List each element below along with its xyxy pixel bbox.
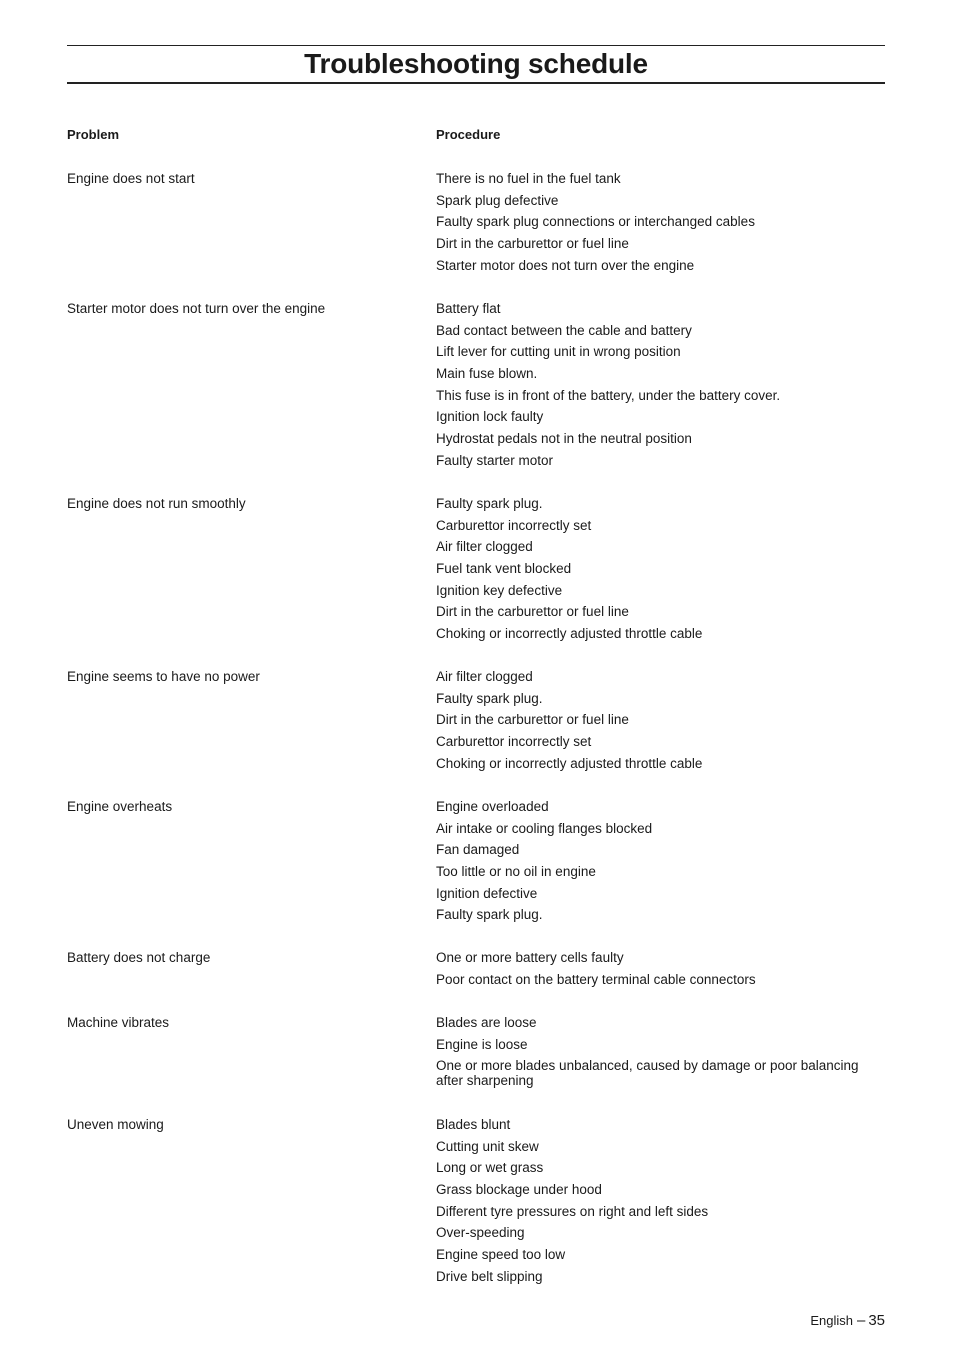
problem-text: Engine seems to have no power bbox=[67, 669, 260, 684]
footer-language: English bbox=[810, 1313, 853, 1328]
procedure-item: Ignition lock faulty bbox=[436, 409, 544, 425]
procedure-item: Carburettor incorrectly set bbox=[436, 734, 592, 750]
procedure-item: There is no fuel in the fuel tank bbox=[436, 171, 621, 186]
procedure-item: One or more blades unbalanced, caused by damage or poor balancing after sharpening bbox=[436, 1058, 859, 1089]
procedure-item: Fan damaged bbox=[436, 842, 520, 858]
procedure-item: Blades blunt bbox=[436, 1117, 511, 1132]
procedure-item: Faulty spark plug. bbox=[436, 690, 543, 706]
procedure-item: Air filter clogged bbox=[436, 539, 533, 555]
procedure-item: Cutting unit skew bbox=[436, 1138, 539, 1154]
problem-text: Machine vibrates bbox=[67, 1015, 170, 1030]
procedure-item: Faulty spark plug connections or interchanged cables bbox=[436, 214, 755, 230]
procedure-item: Choking or incorrectly adjusted throttle cable bbox=[436, 626, 703, 642]
page-title: Troubleshooting schedule bbox=[304, 48, 648, 79]
procedure-item: Ignition key defective bbox=[436, 582, 563, 598]
procedure-item: Different tyre pressures on right and left sides bbox=[436, 1203, 709, 1219]
problem-text: Engine does not start bbox=[67, 171, 195, 186]
procedure-list bbox=[436, 799, 876, 929]
procedure-list bbox=[436, 301, 876, 475]
procedure-item: Air filter clogged bbox=[436, 669, 533, 684]
procedure-item: Faulty spark plug. bbox=[436, 496, 543, 511]
procedure-item: One or more battery cells faulty bbox=[436, 950, 624, 965]
procedure-item: Blades are loose bbox=[436, 1015, 537, 1030]
problem-text: Uneven mowing bbox=[67, 1117, 164, 1132]
procedure-item: Engine is loose bbox=[436, 1036, 528, 1052]
procedure-list bbox=[436, 171, 876, 279]
title-bar bbox=[67, 45, 885, 84]
procedure-item: Over-speeding bbox=[436, 1225, 525, 1241]
procedure-item: Air intake or cooling flanges blocked bbox=[436, 820, 653, 836]
procedure-item: Spark plug defective bbox=[436, 192, 559, 208]
problem-text: Battery does not charge bbox=[67, 950, 211, 965]
procedure-item: Drive belt slipping bbox=[436, 1268, 543, 1284]
procedure-item: Too little or no oil in engine bbox=[436, 864, 596, 880]
procedure-item: Fuel tank vent blocked bbox=[436, 561, 572, 577]
page-number: 35 bbox=[868, 1312, 885, 1329]
problem-text: Starter motor does not turn over the engine bbox=[67, 301, 326, 316]
procedure-item: Carburettor incorrectly set bbox=[436, 517, 592, 533]
procedure-item: Main fuse blown. bbox=[436, 366, 538, 382]
page-footer bbox=[810, 1312, 885, 1330]
problem-text: Engine overheats bbox=[67, 799, 173, 814]
column-header-problem: Problem bbox=[67, 127, 120, 142]
procedure-list bbox=[436, 1117, 876, 1291]
procedure-item: Dirt in the carburettor or fuel line bbox=[436, 604, 629, 620]
column-header-procedure: Procedure bbox=[436, 127, 501, 142]
procedure-item: Long or wet grass bbox=[436, 1160, 544, 1176]
procedure-item: Bad contact between the cable and battery bbox=[436, 322, 692, 338]
procedure-item: Hydrostat pedals not in the neutral position bbox=[436, 431, 692, 447]
procedure-item: Poor contact on the battery terminal cable connectors bbox=[436, 971, 756, 987]
procedure-list bbox=[436, 1015, 876, 1095]
procedure-item: Faulty starter motor bbox=[436, 452, 554, 468]
procedure-item: Engine overloaded bbox=[436, 799, 549, 814]
procedure-item: Dirt in the carburettor or fuel line bbox=[436, 236, 629, 252]
procedure-item: Starter motor does not turn over the engine bbox=[436, 257, 695, 273]
procedure-item: Battery flat bbox=[436, 301, 501, 316]
procedure-item: This fuse is in front of the battery, under the battery cover. bbox=[436, 387, 781, 403]
procedure-item: Choking or incorrectly adjusted throttle cable bbox=[436, 755, 703, 771]
procedure-item: Lift lever for cutting unit in wrong position bbox=[436, 344, 681, 360]
procedure-list bbox=[436, 950, 876, 993]
procedure-list bbox=[436, 496, 876, 648]
procedure-item: Dirt in the carburettor or fuel line bbox=[436, 712, 629, 728]
procedure-item: Grass blockage under hood bbox=[436, 1182, 602, 1198]
procedure-item: Faulty spark plug. bbox=[436, 907, 543, 923]
procedure-item: Ignition defective bbox=[436, 885, 538, 901]
procedure-item: Engine speed too low bbox=[436, 1247, 566, 1263]
footer-dash: – bbox=[856, 1312, 866, 1329]
problem-text: Engine does not run smoothly bbox=[67, 496, 246, 511]
procedure-list bbox=[436, 669, 876, 777]
